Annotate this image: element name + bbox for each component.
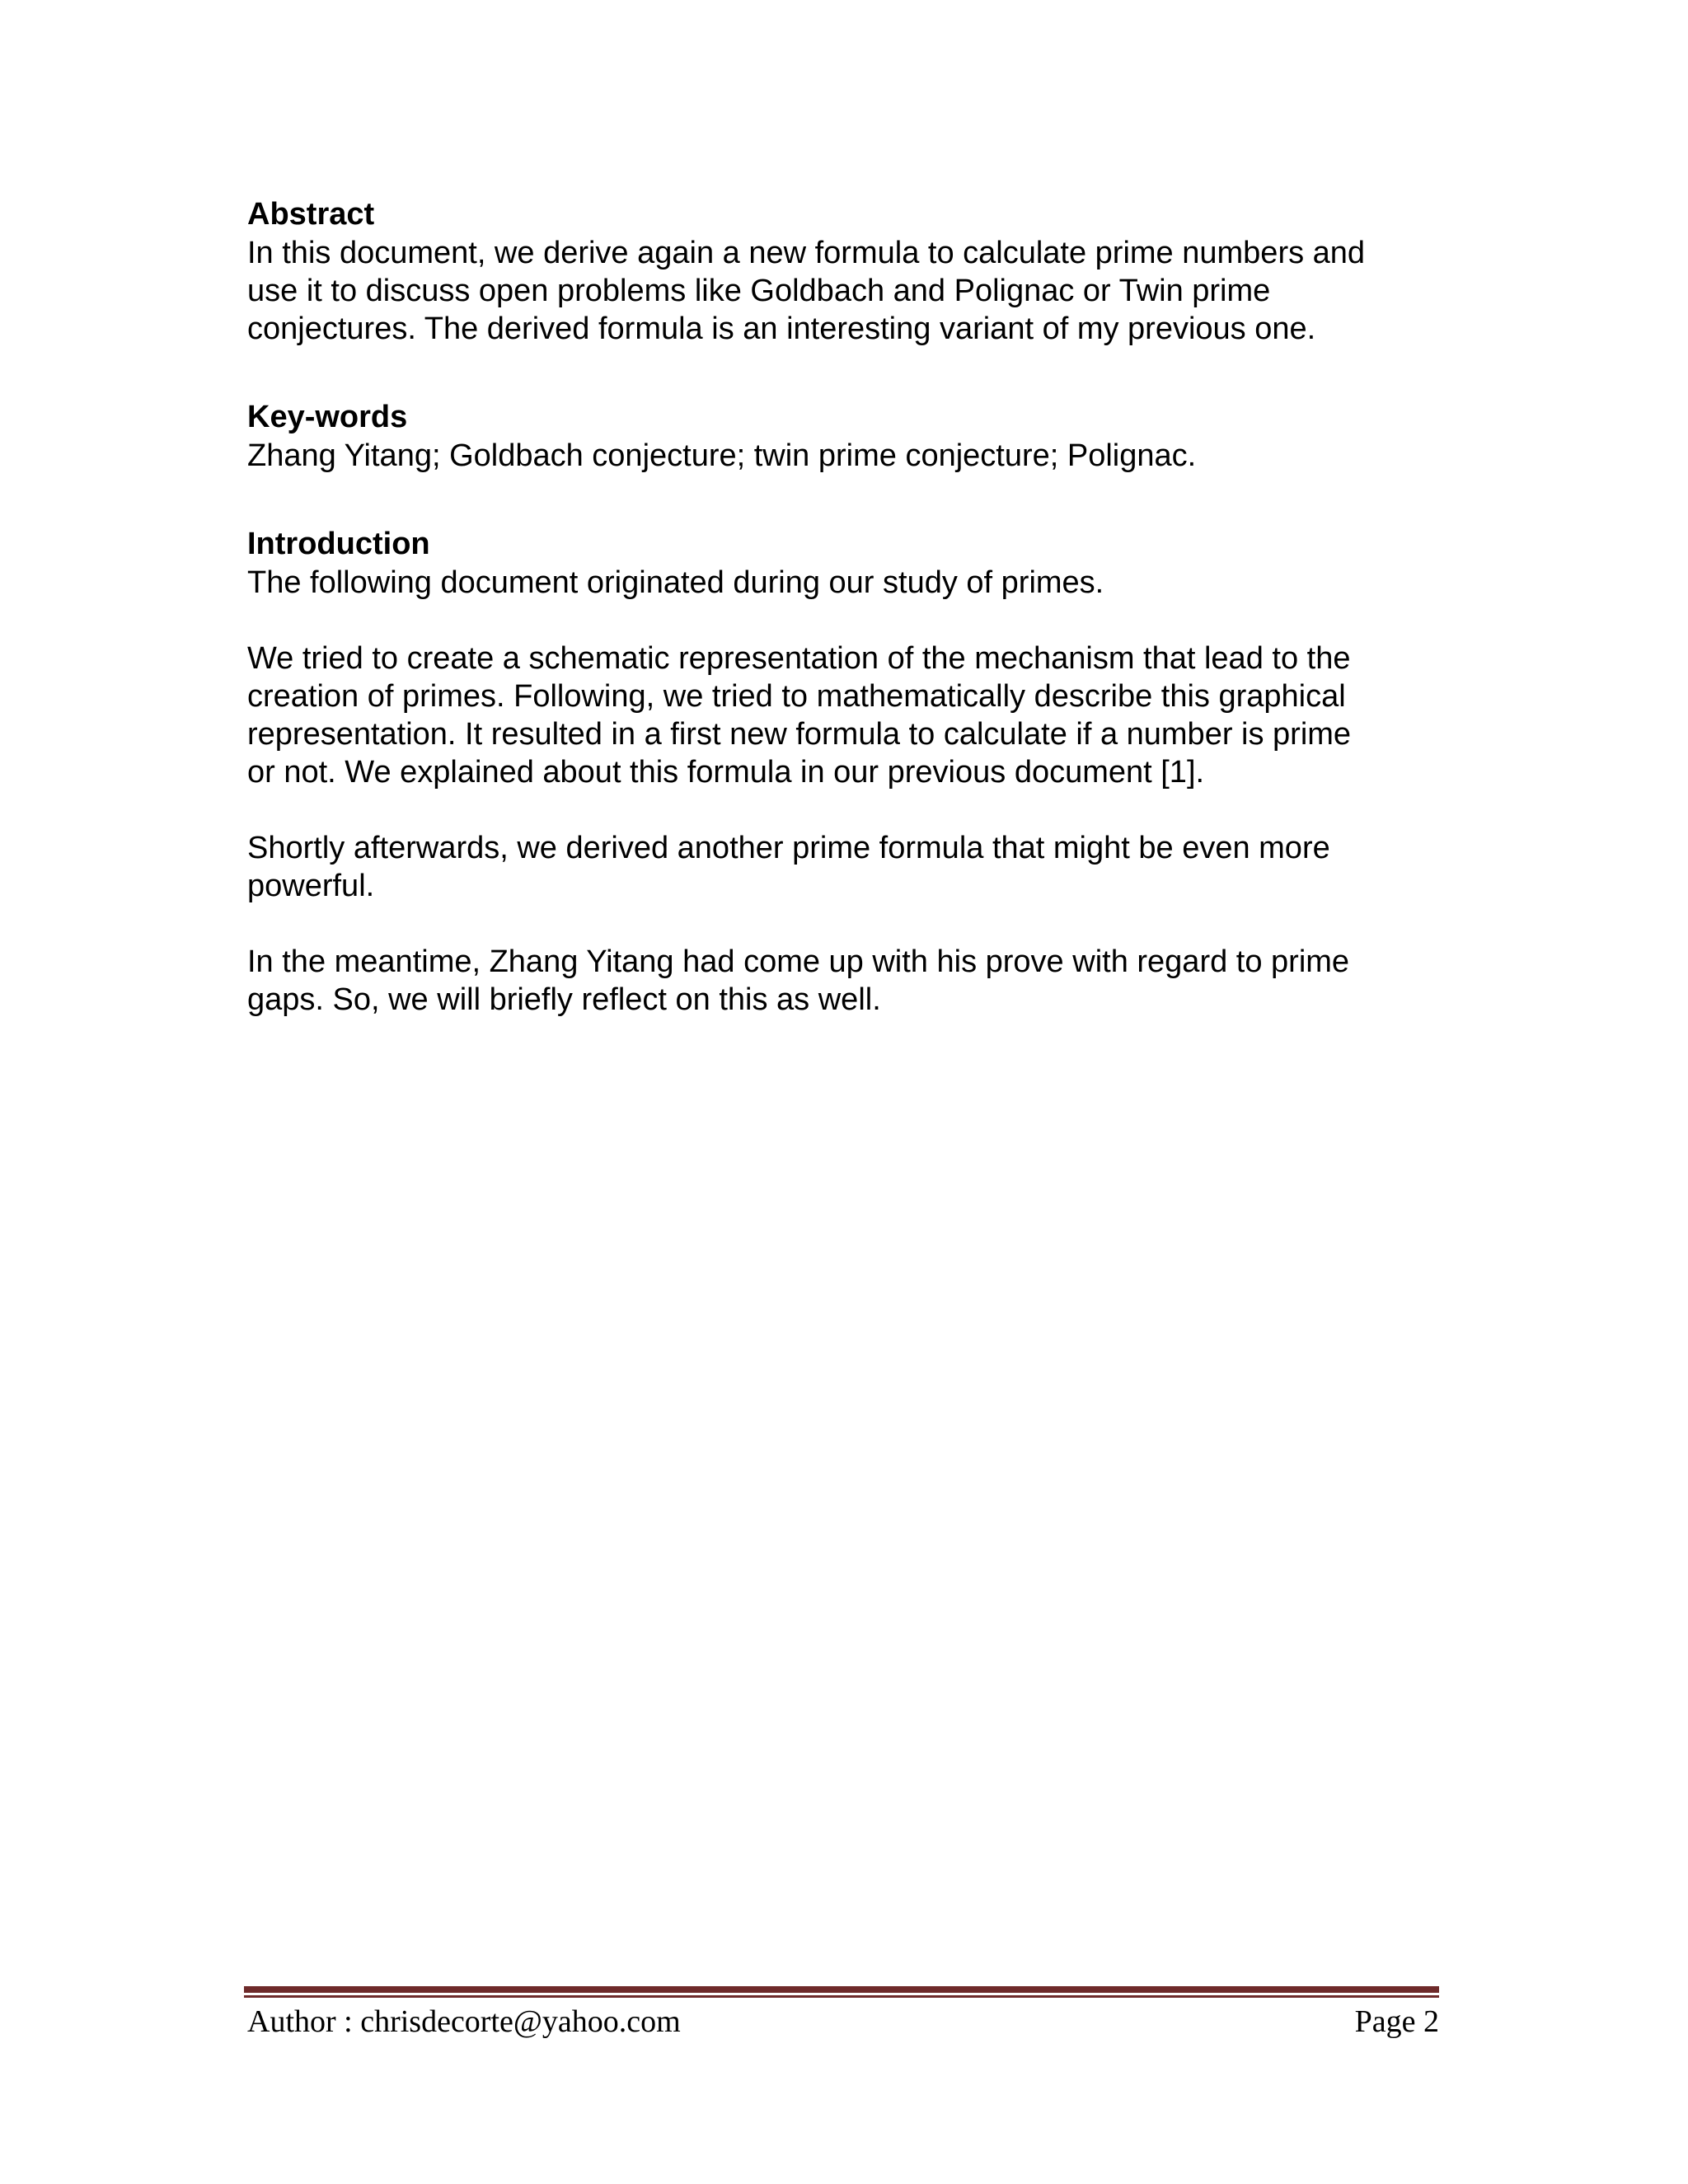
- keywords-line: Zhang Yitang; Goldbach conjecture; twin prime conjecture; Polignac.: [247, 438, 1197, 473]
- introduction-section: [247, 524, 1451, 1019]
- paragraph-line: The following document originated during our study of primes.: [247, 565, 1104, 600]
- paragraph-line: We tried to create a schematic representation of the mechanism that lead to the: [247, 641, 1351, 676]
- abstract-line: conjectures. The derived formula is an interesting variant of my previous one.: [247, 312, 1316, 346]
- footer-author: Author : chrisdecorte@yahoo.com: [247, 2004, 681, 2039]
- paragraph-line: Shortly afterwards, we derived another prime formula that might be even more: [247, 831, 1330, 865]
- introduction-heading: Introduction: [247, 527, 430, 561]
- introduction-paragraph: [247, 829, 1451, 905]
- paragraph-line: In the meantime, Zhang Yitang had come up with his prove with regard to prime: [247, 944, 1350, 979]
- introduction-paragraph: [247, 640, 1451, 791]
- keywords-section: [247, 397, 1451, 475]
- keywords-heading: Key-words: [247, 400, 408, 434]
- paragraph-line: powerful.: [247, 869, 375, 903]
- paragraph-line: gaps. So, we will briefly reflect on this as well.: [247, 982, 881, 1017]
- paragraph-line: representation. It resulted in a first new formula to calculate if a number is prime: [247, 717, 1352, 752]
- introduction-paragraph: [247, 564, 1451, 602]
- paragraph-line: or not. We explained about this formula in our previous document [1].: [247, 755, 1205, 790]
- abstract-heading: Abstract: [247, 197, 375, 232]
- abstract-line: use it to discuss open problems like Goldbach and Polignac or Twin prime: [247, 274, 1271, 308]
- footer-divider-thin: [244, 1995, 1439, 1998]
- abstract-section: [247, 194, 1451, 348]
- introduction-paragraph: [247, 943, 1451, 1019]
- page-footer: [247, 2001, 1439, 2042]
- footer-page-number: Page 2: [1354, 2004, 1439, 2039]
- page-content: [247, 194, 1451, 1019]
- footer-divider-thick: [244, 1986, 1439, 1993]
- abstract-line: In this document, we derive again a new formula to calculate prime numbers and: [247, 236, 1366, 270]
- paragraph-line: creation of primes. Following, we tried to mathematically describe this graphical: [247, 679, 1346, 714]
- footer-divider: [244, 1986, 1439, 1998]
